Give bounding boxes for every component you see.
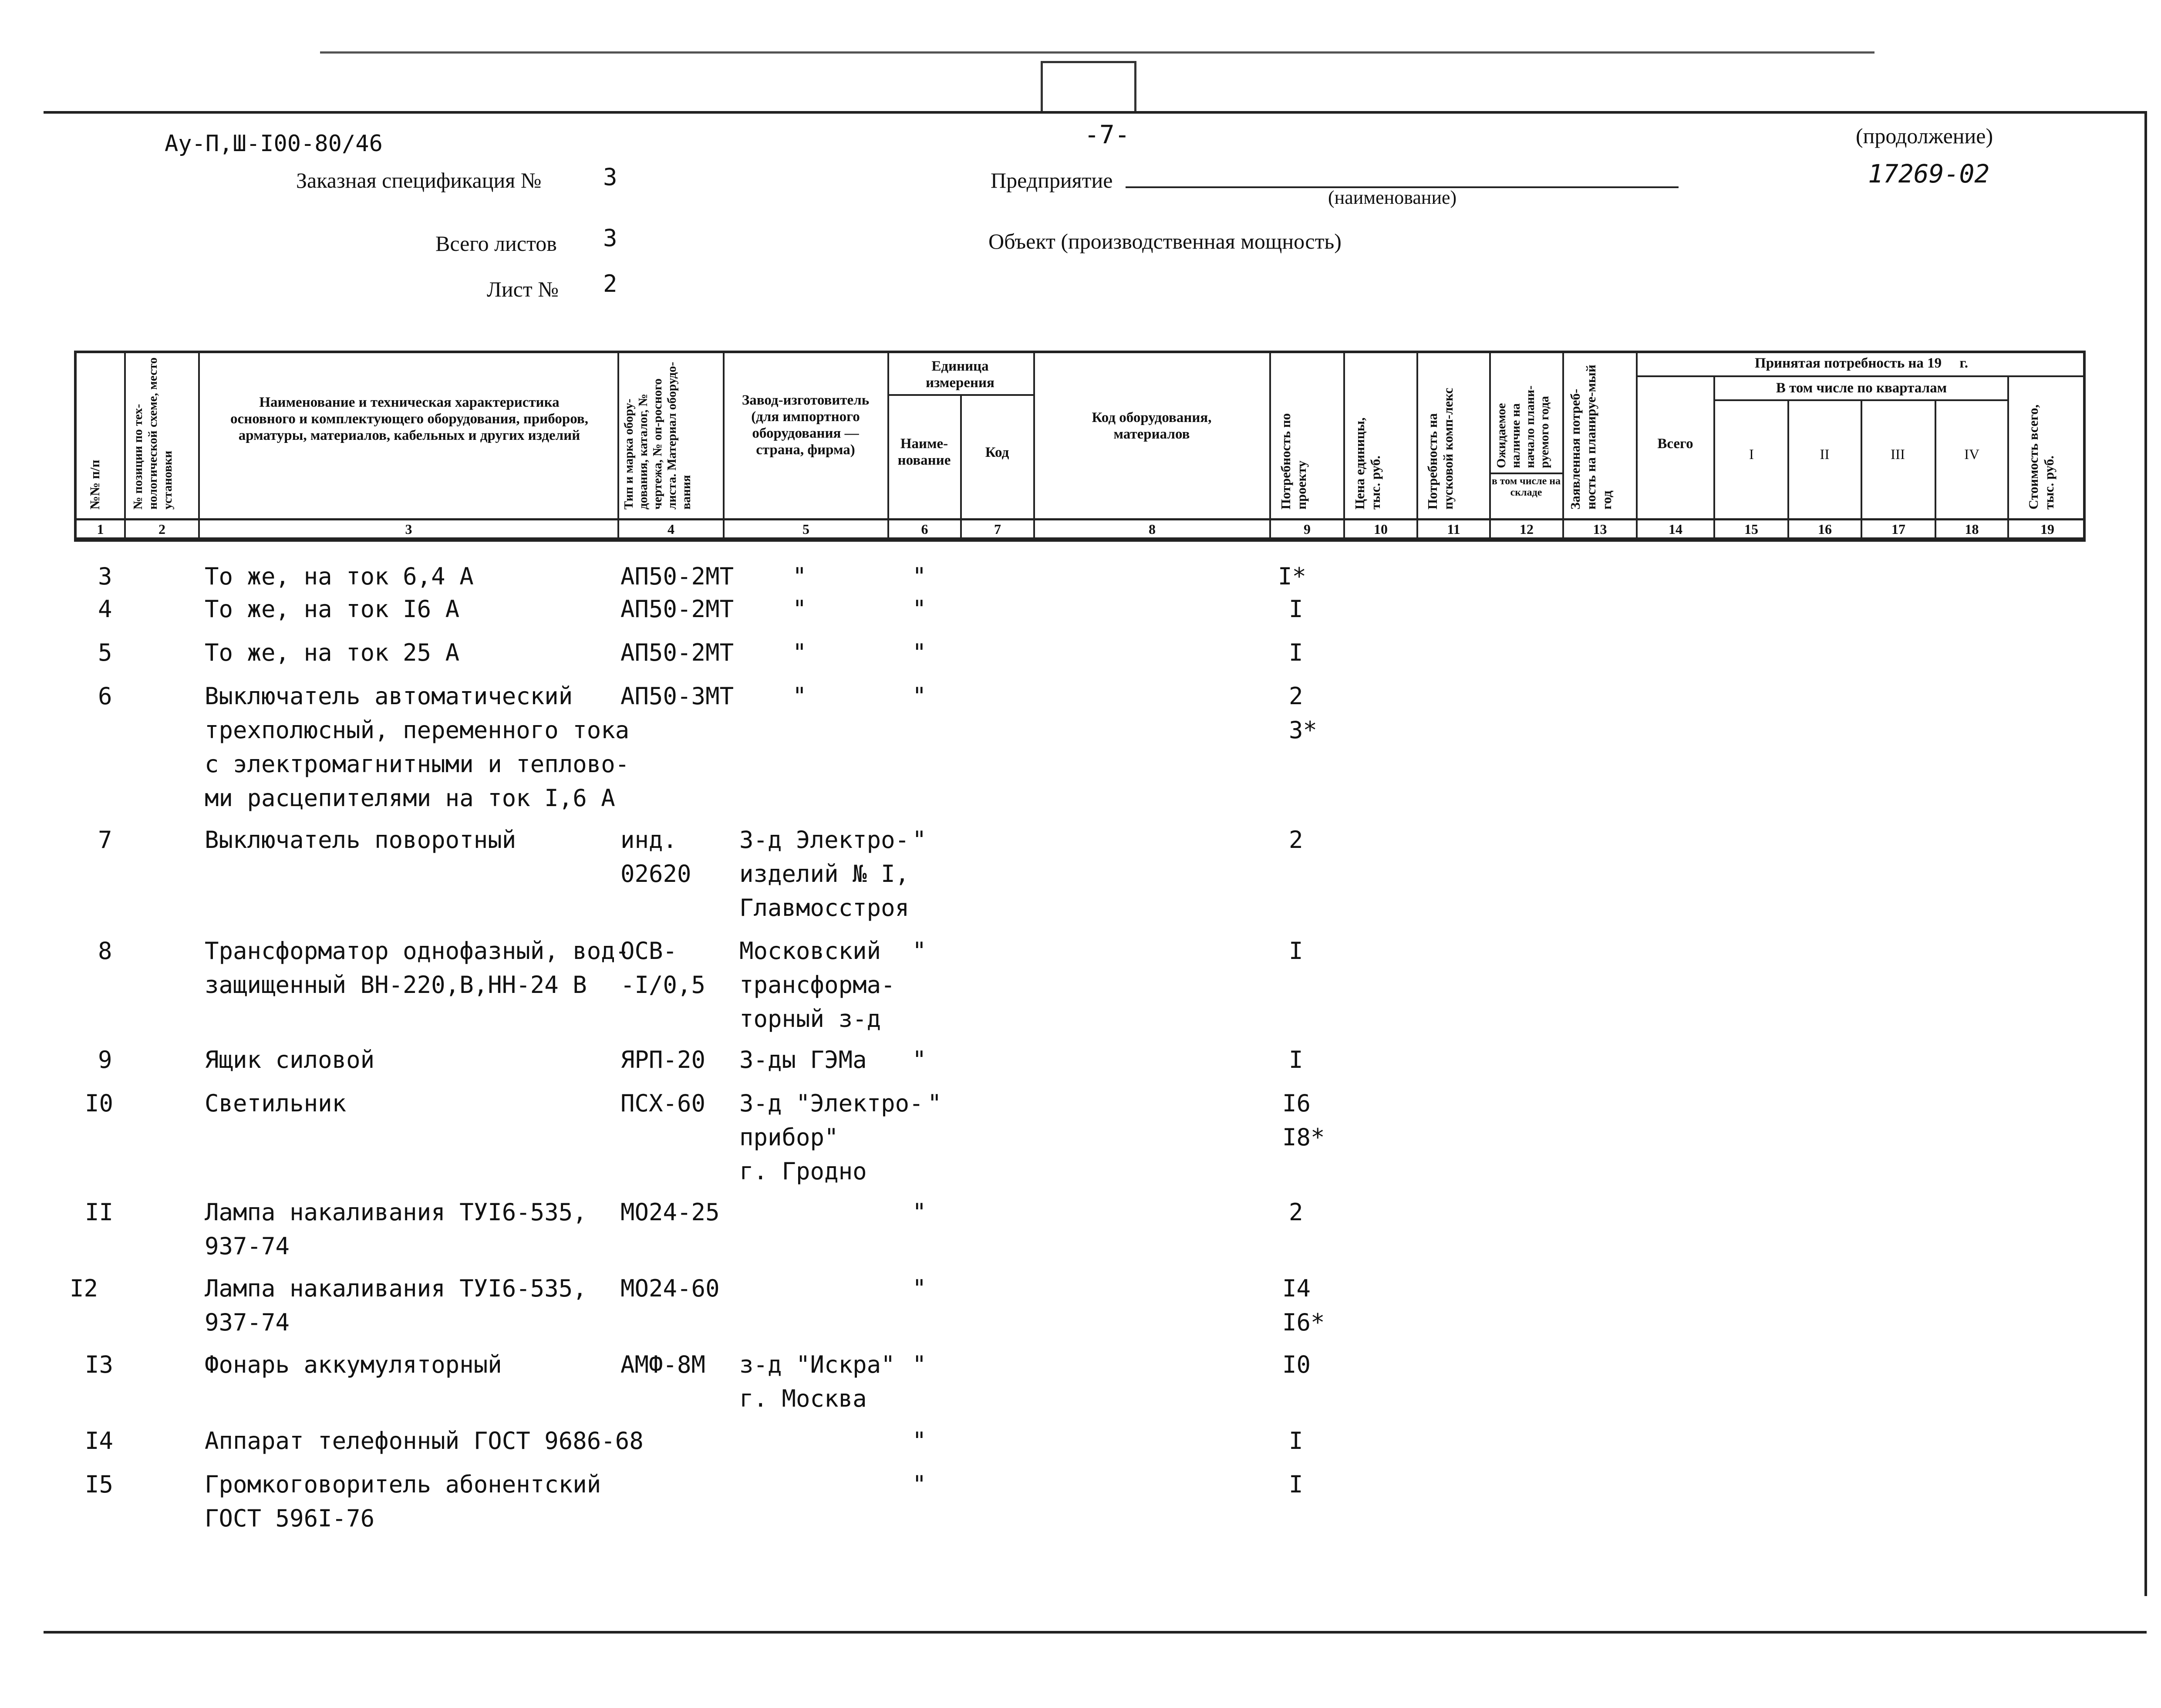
quarters-group-rule	[1713, 399, 2008, 401]
row-number: 9	[98, 1046, 112, 1073]
enterprise-label: Предприятие	[991, 168, 1113, 192]
col2-header: № позиции по тех-нологической схеме, место установки	[131, 357, 175, 510]
item-maker: "	[792, 682, 807, 710]
item-maker: Московский трансформа- торный з-д	[739, 937, 895, 1033]
item-unit: "	[912, 639, 927, 666]
row-number: 5	[98, 639, 112, 666]
col-number: 1	[97, 521, 104, 537]
item-qty: 2	[1289, 1198, 1303, 1226]
col1-header: №№ п/п	[87, 459, 102, 510]
col-divider	[1489, 351, 1491, 540]
sheets-label: Всего листов	[435, 231, 557, 256]
col-number: 8	[1149, 521, 1156, 537]
item-name: Выключатель автоматический трехполюсный, переменного тока с электромагнитными и теплово- ми расцепителями на ток I,6 А	[205, 682, 630, 812]
item-unit: "	[912, 1275, 927, 1302]
enterprise-caption: (наименование)	[1328, 187, 1457, 208]
right-frame-rule	[2144, 111, 2147, 1596]
row-number: I0	[85, 1090, 114, 1117]
quarters-group-header: В том числе по кварталам	[1776, 380, 1947, 396]
col5-header: Завод-изготовитель (для импортного оборудования — страна, фирма)	[742, 392, 870, 458]
col-divider	[1269, 351, 1271, 540]
col-divider	[1713, 377, 1715, 540]
item-unit: "	[912, 1046, 927, 1073]
item-qty: I4 I6*	[1282, 1275, 1325, 1336]
item-type: ОСВ- -I/0,5	[620, 937, 706, 999]
item-name: Трансформатор однофазный, вод- защищенный ВН-220,В,НН-24 В	[205, 937, 630, 999]
col16-header: II	[1820, 447, 1830, 462]
item-unit: "	[912, 682, 927, 710]
col-number: 15	[1744, 521, 1758, 537]
col14-header: Всего	[1657, 436, 1693, 452]
item-unit: "	[912, 1198, 927, 1226]
item-qty: I	[1289, 1427, 1303, 1455]
col15-header: I	[1749, 447, 1754, 462]
col-number: 9	[1304, 521, 1311, 537]
item-type: АП50-2МТ	[620, 639, 734, 666]
item-qty: I	[1289, 1046, 1303, 1073]
col7-header: Код	[985, 445, 1009, 460]
item-unit: "	[912, 1427, 927, 1455]
col-number: 12	[1520, 521, 1534, 537]
item-name: То же, на ток 25 А	[205, 639, 460, 666]
item-type: АП50-2МТ	[620, 563, 734, 590]
sheet-number: 2	[603, 270, 617, 297]
col-number: 2	[158, 521, 165, 537]
row-number: 7	[98, 826, 112, 854]
item-name: Светильник	[205, 1090, 347, 1117]
col4-header: Тип и марка обору-дования, каталог, № чертежа, № оп-росного листа. Материал оборудо-вания	[622, 361, 693, 510]
item-name: Выключатель поворотный	[205, 826, 516, 854]
row-number: I4	[85, 1427, 114, 1455]
col-number: 5	[802, 521, 809, 537]
c12-sub-rule	[1489, 473, 1563, 474]
item-qty: 2	[1289, 826, 1303, 854]
col17-header: III	[1891, 447, 1905, 462]
accepted-group-rule	[1636, 375, 2086, 377]
col12-header: Ожидаемое наличие на начало плани-руемого года	[1494, 385, 1551, 468]
unit-group-header: Единица измерения	[926, 358, 995, 391]
item-name: То же, на ток 6,4 А	[205, 563, 474, 590]
spec-number: 3	[603, 163, 617, 191]
col-number: 7	[994, 521, 1001, 537]
item-qty: I	[1289, 595, 1303, 623]
top-thin-rule	[320, 51, 1874, 54]
col10-header: Цена единицы, тыс. руб.	[1352, 417, 1383, 510]
row-number: I2	[70, 1275, 98, 1302]
row-number: 6	[98, 682, 112, 710]
col-divider	[124, 351, 126, 540]
doc-code: Ау-П,Ш-I00-80/46	[165, 131, 383, 157]
item-qty: I6 I8*	[1282, 1090, 1325, 1151]
item-qty: I	[1289, 639, 1303, 666]
col-number: 13	[1593, 521, 1607, 537]
item-name: Лампа накаливания ТУI6-535, 937-74	[205, 1275, 587, 1336]
col-divider	[1033, 351, 1035, 540]
item-type: ПСХ-60	[620, 1090, 706, 1117]
item-unit: "	[912, 595, 927, 623]
col-divider	[1416, 351, 1418, 540]
col-number: 3	[405, 521, 412, 537]
item-unit: "	[912, 563, 927, 590]
row-number: II	[85, 1198, 114, 1226]
col19-header: Стоимость всего, тыс. руб.	[2026, 404, 2056, 510]
col-number: 10	[1374, 521, 1388, 537]
item-name: То же, на ток I6 А	[205, 595, 460, 623]
stamp-box	[1041, 61, 1136, 111]
unit-group-rule	[887, 394, 1034, 396]
archive-number: 17269-02	[1868, 159, 1990, 189]
item-type: ЯРП-20	[620, 1046, 706, 1073]
col-number: 6	[921, 521, 928, 537]
item-maker: "	[792, 639, 807, 666]
col13-header: Заявленная потреб-ность на планируе-мый год	[1568, 365, 1614, 510]
row-number: I3	[85, 1351, 114, 1378]
item-type: АП50-3МТ	[620, 682, 734, 710]
col11-header: Потребность на пусковой комп-лекс	[1425, 388, 1456, 510]
item-maker: "	[792, 563, 807, 590]
col-number: 16	[1818, 521, 1832, 537]
item-unit: "	[912, 937, 927, 965]
item-type: МО24-60	[620, 1275, 720, 1302]
item-unit: "	[912, 826, 927, 854]
col18-header: IV	[1964, 447, 1979, 462]
item-unit: "	[927, 1090, 942, 1117]
col6-header: Наиме-нование	[897, 436, 951, 468]
item-name: Ящик силовой	[205, 1046, 375, 1073]
col-divider	[1562, 351, 1564, 540]
item-name: Громкоговоритель абонентский ГОСТ 596I-76	[205, 1471, 601, 1532]
page-number: -7-	[1084, 120, 1130, 149]
continuation-label: (продолжение)	[1856, 124, 1993, 148]
row-number: 4	[98, 595, 112, 623]
col12-subheader: в том числе на складе	[1491, 476, 1561, 498]
item-maker: "	[792, 595, 807, 623]
row-number: 8	[98, 937, 112, 965]
item-qty: I	[1289, 937, 1303, 965]
sheet-label: Лист №	[487, 277, 559, 301]
item-type: инд. 02620	[620, 826, 691, 888]
bottom-frame-rule	[44, 1631, 2147, 1634]
col-number: 14	[1669, 521, 1682, 537]
header-bottom-rule	[74, 538, 2086, 542]
item-qty: I*	[1278, 563, 1307, 590]
spec-label: Заказная спецификация №	[296, 168, 542, 192]
item-qty: I	[1289, 1471, 1303, 1498]
row-number: I5	[85, 1471, 114, 1498]
col-number: 4	[668, 521, 674, 537]
item-unit: "	[912, 1351, 927, 1378]
object-label: Объект (производственная мощность)	[988, 229, 1342, 253]
item-qty: 2 3*	[1289, 682, 1318, 744]
col-divider	[1636, 351, 1638, 540]
col-divider	[723, 351, 725, 540]
item-qty: I0	[1282, 1351, 1311, 1378]
accepted-group-header: Принятая потребность на 19 г.	[1755, 355, 1968, 371]
item-name: Аппарат телефонный ГОСТ 9686-68	[205, 1427, 644, 1455]
col-number: 19	[2040, 521, 2054, 537]
item-type: АП50-2МТ	[620, 595, 734, 623]
col-divider	[198, 351, 200, 540]
item-type: МО24-25	[620, 1198, 720, 1226]
item-unit: "	[912, 1471, 927, 1498]
top-frame-rule	[44, 111, 2147, 114]
col8-header: Код оборудования, материалов	[1092, 410, 1212, 442]
item-maker: З-д Электро- изделий № I, Главмосстроя	[739, 826, 910, 922]
col-number: 18	[1965, 521, 1979, 537]
col-divider	[617, 351, 619, 540]
item-name: Фонарь аккумуляторный	[205, 1351, 502, 1378]
col-number: 17	[1891, 521, 1905, 537]
row-number: 3	[98, 563, 112, 590]
item-maker: З-ды ГЭМа	[739, 1046, 867, 1073]
item-type: АМФ-8М	[620, 1351, 706, 1378]
item-maker: з-д "Искра" г. Москва	[739, 1351, 895, 1412]
sheets-number: 3	[603, 224, 617, 252]
item-name: Лампа накаливания ТУI6-535, 937-74	[205, 1198, 587, 1260]
table-header	[74, 351, 2086, 540]
item-maker: З-д "Электро- прибор" г. Гродно	[739, 1090, 924, 1185]
col3-header: Наименование и техническая характеристика основного и комплектующего оборудования, приборов, арматуры, материалов, кабельных и других изделий	[230, 395, 588, 443]
col9-header: Потребность по проекту	[1278, 413, 1309, 510]
col-divider	[1343, 351, 1345, 540]
col-divider	[887, 351, 889, 540]
col-number: 11	[1447, 521, 1460, 537]
